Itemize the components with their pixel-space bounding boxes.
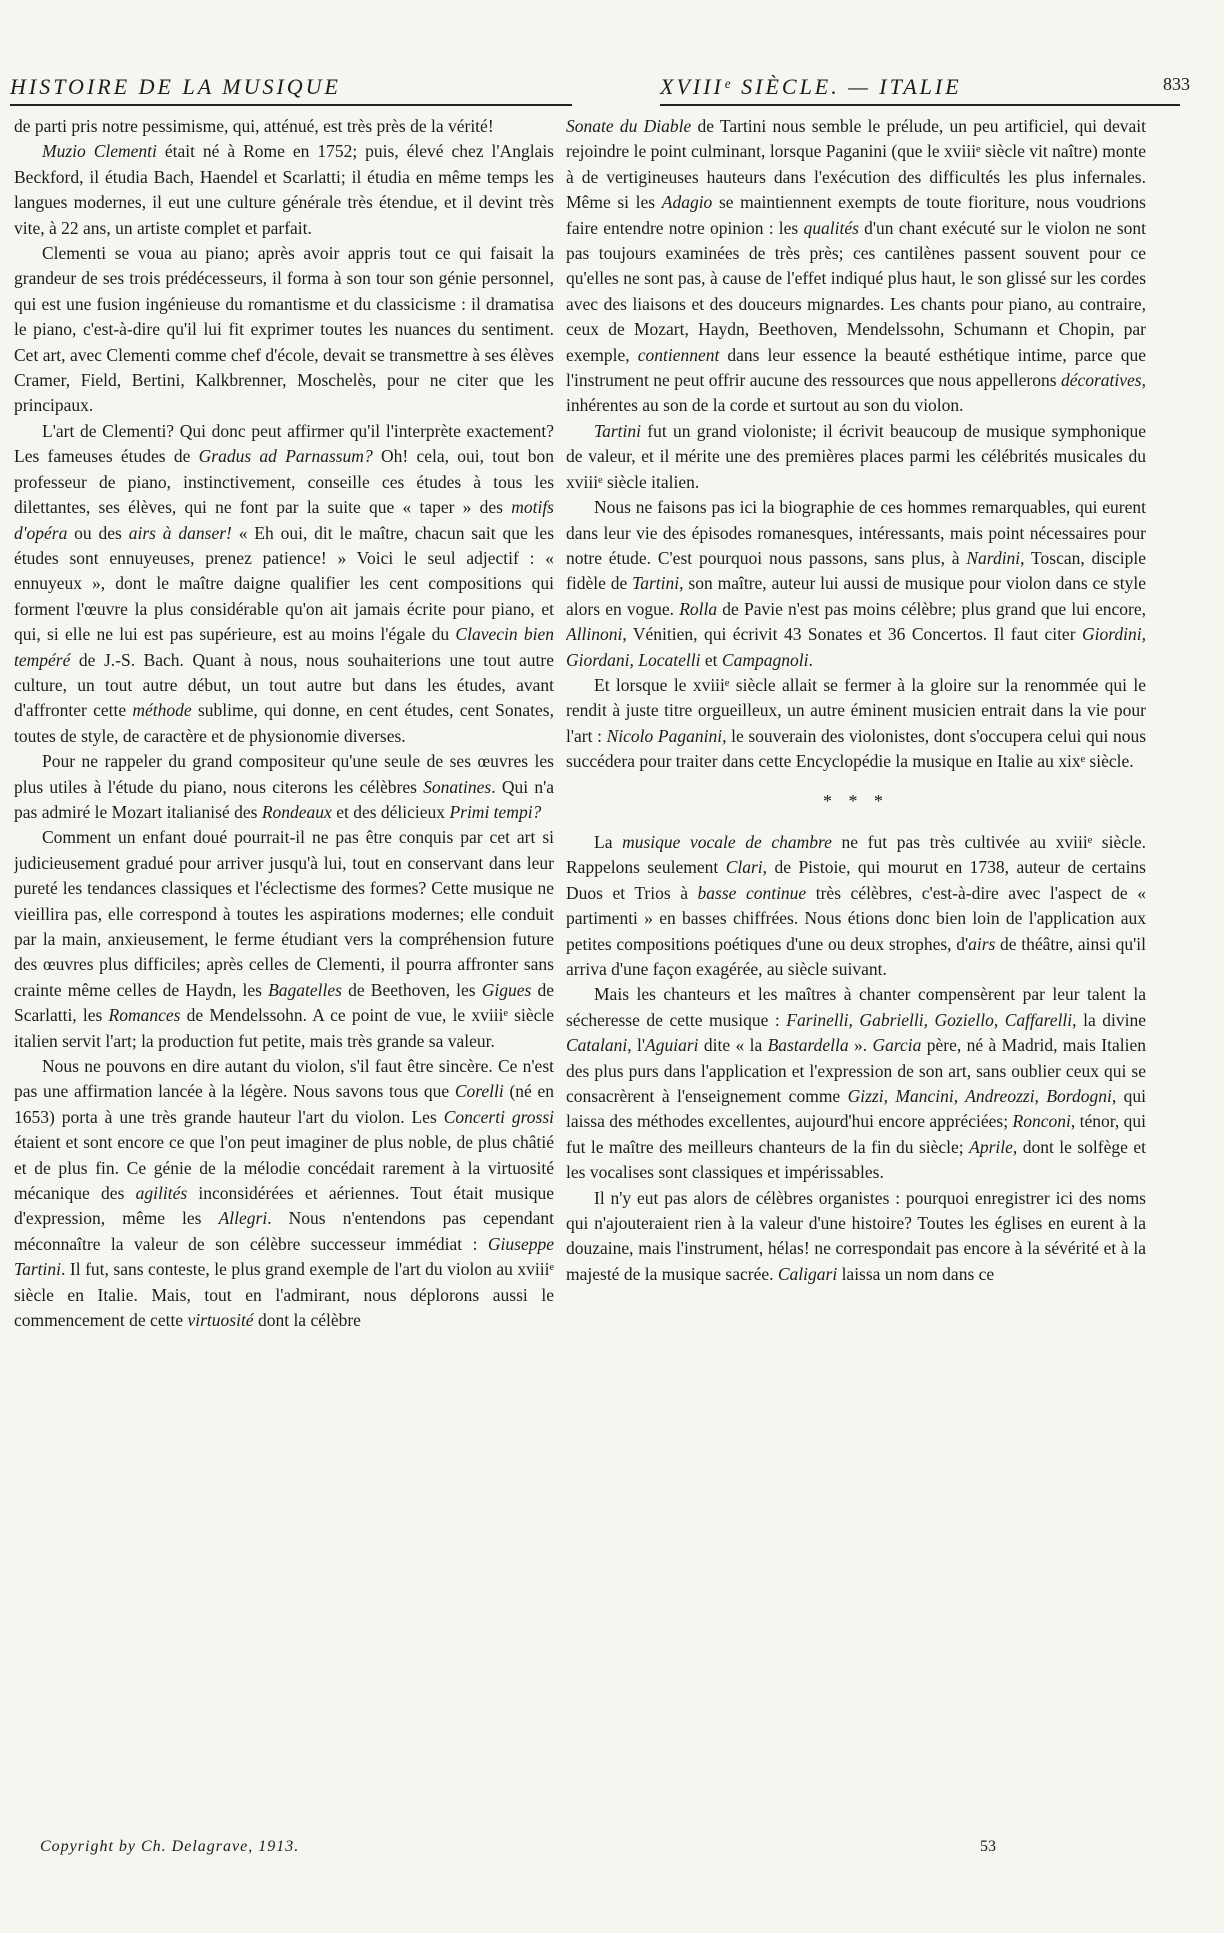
italic-text: Garcia — [872, 1035, 922, 1056]
italic-text: Bagatelles — [268, 979, 342, 1000]
footer-sheet-number: 53 — [980, 1838, 996, 1855]
italic-text: Muzio Clementi — [42, 141, 157, 162]
text-run: Nous ne faisons pas ici la biographie de ces hommes remarquables, qui eurent dans leur vie des épisodes romanesques, intéressants, mais point nécessaires pour notre étude. C'est pourquoi nous passons, sans plus, à — [566, 497, 1146, 568]
text-run: et des délicieux — [331, 801, 450, 822]
text-run: Oh! cela, oui, tout bon professeur de piano, instinctivement, conseille ces études à tous les dilettantes, ses élèves, qui ne font par la suite que « taper » des — [14, 446, 554, 518]
text-run: et — [700, 649, 722, 670]
text-run: de Scarlatti, les — [14, 979, 554, 1026]
italic-text: Giordini, Giordani, Locatelli — [566, 624, 1146, 670]
italic-text: Allegri — [218, 1208, 268, 1229]
paragraph — [14, 419, 554, 749]
text-run: Il n'y eut pas alors de célèbres organistes : pourquoi enregistrer ici des noms qui n'ajouteraient rien à la valeur d'une histoire? Toutes les églises en eurent à la douzaine, mais l'instrument, hélas! ne correspondait pas encore à la sévérité et à la majesté de la musique sacrée. — [566, 1187, 1146, 1284]
text-run: de théâtre, ainsi qu'il arriva d'une façon exagérée, au siècle suivant. — [566, 933, 1146, 979]
text-run: ou des — [67, 522, 129, 543]
left-column — [14, 114, 554, 1810]
italic-text: airs — [968, 933, 996, 954]
right-column — [566, 114, 1146, 1810]
italic-text: motifs d'opéra — [14, 497, 554, 543]
italic-text: Gizzi, Mancini, Andreozzi, Bordogni — [847, 1086, 1112, 1107]
italic-text: Concerti grossi — [443, 1106, 554, 1127]
italic-text: airs à danser! — [128, 522, 232, 543]
running-header-left: HISTOIRE DE LA MUSIQUE — [10, 74, 341, 99]
italic-text: Clari — [725, 857, 763, 878]
italic-text: basse continue — [697, 882, 807, 903]
italic-text: Tartini — [594, 420, 642, 441]
italic-text: Nardini — [966, 547, 1021, 568]
text-run: , le souverain des violonistes, dont s'occupera celui qui nous succédera pour traiter dans cette Encyclopédie la musique en Italie au xixᵉ siècle. — [566, 725, 1146, 772]
text-run: . Qui n'a pas admiré le Mozart italianisé des — [14, 776, 554, 822]
text-run: , de Pistoie, qui mourut en 1738, auteur de certains Duos et Trios à — [566, 857, 1146, 903]
italic-text: méthode — [132, 700, 192, 721]
text-run: , Vénitien, qui écrivit 43 Sonates et 36 Concertos. Il faut citer — [622, 624, 1082, 645]
text-run: Nous ne pouvons en dire autant du violon, s'il faut être sincère. Ce n'est pas une affirmation lancée à la légère. Nous savons tous que — [14, 1056, 554, 1102]
italic-text: Gradus ad Parnassum? — [198, 446, 373, 467]
italic-text: virtuosité — [187, 1310, 254, 1331]
paragraph — [14, 139, 554, 241]
italic-text: Giuseppe Tartini — [14, 1233, 554, 1280]
header-rule-left — [10, 104, 572, 106]
paragraph — [566, 1186, 1146, 1288]
italic-text: Farinelli, Gabrielli, Goziello, Caffarelli — [786, 1009, 1073, 1030]
italic-text: Tartini — [632, 573, 680, 594]
italic-text: Rolla — [679, 598, 718, 619]
page-number: 833 — [1163, 74, 1190, 94]
paragraph — [14, 1054, 554, 1333]
paragraph — [566, 419, 1146, 495]
italic-text: agilités — [135, 1183, 188, 1204]
paragraph — [566, 495, 1146, 673]
text-run: , l' — [627, 1035, 646, 1056]
text-run: « Eh oui, dit le maître, chacun sait que les études sont ennuyeuses, prenez patience! » Voici le seul adjectif : « ennuyeux », dont le maître daigne qualifier les cent compositions qui forment l'œuvre la plus considérable qu'on ait jamais écrite pour piano, et qui, si elle ne lui est pas supérieure, est au moins l'égale du — [14, 522, 554, 645]
text-run: dont la célèbre — [253, 1310, 361, 1331]
text-run: très célèbres, c'est-à-dire avec l'aspect de « partimenti » en basses chiffrées. Nous étions donc bien loin de l'application aux petites compositions poétiques d'une ou deux strophes, d' — [566, 882, 1146, 954]
italic-text: Sonatines — [423, 776, 492, 797]
text-run: , dont le solfège et les vocalises sont classiques et impérissables. — [566, 1136, 1146, 1183]
text-run: étaient et sont encore ce que l'on peut imaginer de plus noble, de plus châtié et de plus fin. Ce génie de la mélodie concédait rarement à la virtuosité mécanique des — [14, 1132, 554, 1204]
section-separator — [566, 789, 1146, 814]
italic-text: Caligari — [777, 1263, 838, 1284]
italic-text: Catalani — [566, 1035, 628, 1056]
paragraph — [566, 673, 1146, 775]
italic-text: Ronconi — [1012, 1111, 1071, 1132]
text-run: Et lorsque le xviiiᵉ siècle allait se fermer à la gloire sur la renommée qui le rendit à juste titre orgueilleux, un autre éminent musicien entrait dans la vie pour l'art : — [566, 674, 1146, 746]
text-run: de Mendelssohn. A ce point de vue, le xviiiᵉ siècle italien servit l'art; la production fut petite, mais très grande sa valeur. — [14, 1005, 554, 1051]
text-run: , la divine — [1072, 1009, 1146, 1030]
italic-text: Nicolo Paganini — [606, 725, 723, 746]
text-run: de parti pris notre pessimisme, qui, atténué, est très près de la vérité! — [14, 116, 494, 136]
text-run: Clementi se voua au piano; après avoir appris tout ce qui faisait la grandeur de ses trois prédécesseurs, il forma à son tour son génie personnel, qui est une fusion ingénieuse du romantisme et du classicisme : il dramatisa le piano, c'est-à-dire qu'il lui fit exprimer toutes les nuances du sentiment. Cet art, avec Clementi comme chef d'école, devait se transmettre à ses élèves Cramer, Field, Bertini, Kalkbrenner, Moschelès, pour ne citer que les principaux. — [14, 243, 554, 416]
italic-text: Clavecin bien tempéré — [14, 624, 554, 670]
italic-text: Rondeaux — [261, 801, 332, 822]
italic-text: Allinoni — [566, 624, 623, 645]
text-run: laissa un nom dans ce — [837, 1263, 995, 1284]
paragraph — [566, 830, 1146, 982]
text-run: . — [808, 649, 813, 670]
text-run: de J.-S. Bach. Quant à nous, nous souhaiterions une tout autre culture, un tout autre début, un tout autre but dans les études, avant d'affronter cette — [14, 649, 554, 721]
italic-text: décoratives — [1060, 370, 1142, 391]
italic-text: qualités — [803, 217, 859, 238]
paragraph — [14, 114, 554, 139]
text-run: * * * — [823, 790, 889, 811]
text-run: , inhérentes au son de la corde et surtout au son du violon. — [566, 370, 1146, 416]
text-run: de Pavie n'est pas moins célèbre; plus grand que lui encore, — [717, 598, 1146, 619]
italic-text: Bastardella — [767, 1035, 849, 1056]
text-run: , son maître, auteur lui aussi de musique pour violon dans ce style alors en vogue. — [566, 573, 1146, 619]
text-run: d'un chant exécuté sur le violon ne sont pas toujours examinées de très près; ces cantilènes passent souvent pour ce qu'elles ne sont pas, à cause de l'effet indiqué plus haut, le son glissé sur les cordes avec des liaisons et des douceurs mignardes. Les chants pour piano, au contraire, ceux de Mozart, Haydn, Beethoven, Mendelssohn, Schumann et Chopin, par exemple, — [566, 217, 1146, 365]
text-run: . Nous n'entendons pas cependant méconnaître la valeur de son célèbre successeur immédiat : — [14, 1208, 554, 1254]
text-run: père, né à Madrid, mais Italien des plus purs dans l'application et l'expression de son art, sans oublier ceux qui se consacrèrent à l'enseignement comme — [566, 1035, 1146, 1107]
italic-text: Sonate du Diable — [566, 116, 692, 136]
italic-text: musique vocale de chambre — [622, 831, 832, 852]
running-header-right — [660, 74, 1190, 106]
paragraph — [566, 982, 1146, 1185]
paragraph — [14, 749, 554, 825]
italic-text: Romances — [108, 1005, 181, 1026]
text-run: , ténor, qui fut le maître des meilleurs chanteurs de la fin du siècle; — [566, 1111, 1146, 1157]
text-run: , Toscan, disciple fidèle de — [566, 547, 1146, 594]
text-run: (né en 1653) porta à une très grande hauteur l'art du violon. Les — [14, 1081, 554, 1127]
italic-text: Corelli — [454, 1081, 504, 1102]
paragraph — [566, 114, 1146, 419]
text-run: inconsidérées et aériennes. Tout était musique d'expression, même les — [14, 1183, 554, 1229]
italic-text: Gigues — [481, 979, 532, 1000]
italic-text: Campagnoli — [721, 649, 809, 670]
header-rule-right — [660, 104, 1180, 106]
text-run: ». — [848, 1035, 873, 1056]
paragraph — [14, 825, 554, 1054]
text-run: se maintiennent exempts de toute fioriture, nous voudrions faire entendre notre opinion : les — [566, 192, 1146, 238]
footer-copyright: Copyright by Ch. Delagrave, 1913. — [40, 1838, 300, 1855]
paragraph — [14, 241, 554, 419]
text-run: . Il fut, sans conteste, le plus grand exemple de l'art du violon au xviiiᵉ siècle en Italie. Mais, tout en l'admirant, nous déplorons aussi le commencement de cette — [14, 1259, 554, 1331]
italic-text: Aprile — [969, 1136, 1013, 1157]
text-run: était né à Rome en 1752; puis, élevé chez l'Anglais Beckford, il étudia Bach, Haendel et Scarlatti; il étudia en même temps les langues modernes, il eut une culture générale très étendue, et il devint très vite, à 22 ans, un artiste complet et parfait. — [14, 141, 554, 238]
text-run: ne fut pas très cultivée au xviiiᵉ siècle. Rappelons seulement — [566, 831, 1146, 878]
italic-text: contiennent — [637, 344, 720, 365]
text-run: , qui laissa des méthodes excellentes, aujourd'hui encore appréciées; — [566, 1086, 1146, 1132]
italic-text: Adagio — [661, 192, 713, 213]
text-run: Pour ne rappeler du grand compositeur qu'une seule de ses œuvres les plus utiles à l'étude du piano, nous citerons les célèbres — [14, 751, 554, 797]
text-run: sublime, qui donne, en cent études, cent Sonates, toutes de style, de caractère et de physionomie diverses. — [14, 700, 554, 746]
running-header-right-title: XVIIIᵉ SIÈCLE. — ITALIE — [660, 74, 962, 99]
text-run: dite « la — [698, 1035, 768, 1056]
text-run: Comment un enfant doué pourrait-il ne pas être conquis par cet art si judicieusement gradué pour arriver jusqu'à lui, tout en conservant dans leur pureté les tendances classiques et l'éclectisme des formes? Cette musique ne vieillira pas, elle correspond à toutes les aspirations modernes; elle conduit par la main, anxieusement, le ferme étudiant vers la compréhension future des œuvres plus difficiles; après celles de Clementi, il pourra affronter sans crainte même celles de Haydn, les — [14, 827, 554, 1000]
text-run: de Beethoven, les — [341, 979, 482, 1000]
text-run: La — [594, 831, 623, 852]
text-run: dans leur essence la beauté esthétique intime, parce que l'instrument ne peut offrir aucune des ressources que nous appellerons — [566, 344, 1146, 391]
text-run: Mais les chanteurs et les maîtres à chanter compensèrent par leur talent la sécheresse de cette musique : — [566, 984, 1146, 1030]
text-run: de Tartini nous semble le prélude, un peu artificiel, qui devait rejoindre le point culminant, lorsque Paganini (que le xviiiᵉ siècle vit naître) monte à de vertigineuses hauteurs dans l'exécution des difficultés les plus infernales. Même si les — [566, 116, 1146, 213]
italic-text: Aguiari — [645, 1035, 699, 1056]
italic-text: Primi tempi? — [449, 801, 542, 822]
text-run: fut un grand violoniste; il écrivit beaucoup de musique symphonique de valeur, et il mérite une des premières places parmi les célébrités musicales du xviiiᵉ siècle italien. — [566, 420, 1146, 492]
text-run: L'art de Clementi? Qui donc peut affirmer qu'il l'interprète exactement? Les fameuses études de — [14, 420, 554, 467]
